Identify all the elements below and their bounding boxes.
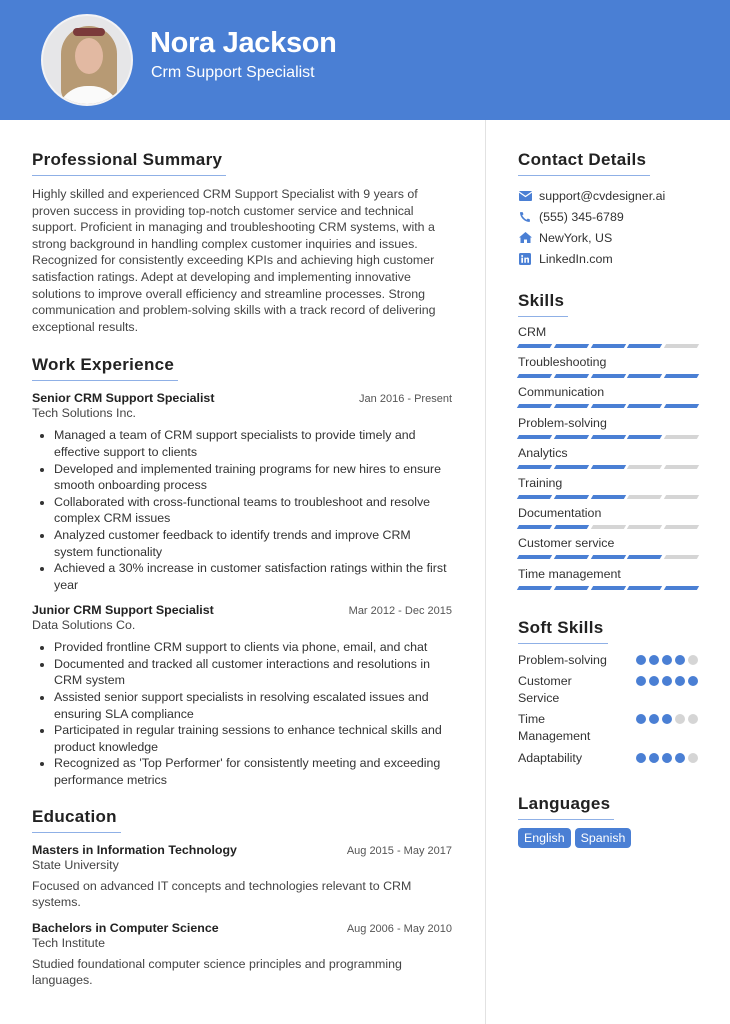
main-column [32, 150, 452, 1005]
job-title: Junior CRM Support Specialist [32, 603, 214, 618]
skill-level-bar [518, 435, 698, 439]
skills-section [518, 291, 698, 596]
summary-text: Highly skilled and experienced CRM Support Specialist with 9 years of proven success in providing top-notch customer service and technical support. Proficient in managing and troubleshooting CRM systems, with a strong background in handling complex customer inquiries and issues. Recognized for consistently exceeding KPIs and achieving high customer satisfaction ratings. Adept at developing and implementing innovative solutions to improve overall efficiency and streamline processes. Strong communication and problem-solving skills with a track record of delivering exceptional results. [32, 187, 436, 334]
soft-skill-name: Adaptability [518, 750, 583, 765]
level-segment [627, 344, 662, 348]
section-heading: Soft Skills [518, 618, 608, 644]
rating-dot [675, 753, 685, 763]
level-segment [554, 435, 589, 439]
level-segment [554, 404, 589, 408]
education-description: Focused on advanced IT concepts and technologies relevant to CRM systems. [32, 878, 412, 910]
level-segment [554, 495, 589, 499]
section-heading: Contact Details [518, 150, 650, 176]
bullet-item: • Developed and implemented training programs for new hires to ensure smooth onboarding process [54, 461, 452, 494]
contact-section [518, 150, 698, 269]
education-section [32, 807, 452, 989]
level-segment [517, 374, 552, 378]
rating-dot [688, 753, 698, 763]
level-segment [590, 404, 625, 408]
section-heading: Work Experience [32, 355, 178, 381]
skill-level-bar [518, 495, 698, 499]
level-segment [517, 495, 552, 499]
contact-text: NewYork, US [539, 230, 613, 245]
skill-name: Customer service [518, 536, 615, 551]
bullet-item: • Managed a team of CRM support specialists to provide timely and effective support to clients [54, 427, 452, 460]
soft-skill-rating [636, 753, 698, 767]
section-heading: Skills [518, 291, 568, 317]
education-entry [32, 921, 452, 989]
languages-section [518, 794, 698, 848]
level-segment [517, 344, 552, 348]
skill-level-bar [518, 374, 698, 378]
skill-item [518, 535, 698, 565]
contact-text: (555) 345-6789 [539, 209, 624, 224]
job-bullets [32, 427, 452, 593]
language-badge: Spanish [575, 828, 632, 848]
skill-item [518, 324, 698, 354]
job-date: Mar 2012 - Dec 2015 [348, 605, 452, 618]
candidate-title: Crm Support Specialist [151, 64, 315, 81]
skill-level-bar [518, 404, 698, 408]
rating-dot [675, 676, 685, 686]
rating-dot [662, 753, 672, 763]
job-date: Jan 2016 - Present [359, 393, 452, 406]
job-entry [32, 603, 452, 788]
rating-dot [688, 655, 698, 665]
skill-name: Documentation [518, 506, 602, 521]
level-segment [664, 525, 699, 529]
rating-dot [649, 753, 659, 763]
skill-level-bar [518, 555, 698, 559]
level-segment [664, 374, 699, 378]
skill-name: Analytics [518, 445, 568, 460]
level-segment [590, 435, 625, 439]
contact-text: support@cvdesigner.ai [539, 188, 666, 203]
soft-skills-section [518, 618, 698, 767]
level-segment [590, 586, 625, 590]
candidate-name: Nora Jackson [150, 27, 337, 59]
level-segment [590, 525, 625, 529]
bullet-item: • Achieved a 30% increase in customer satisfaction ratings within the first year [54, 560, 452, 593]
soft-skill-rating [636, 655, 698, 669]
level-segment [517, 525, 552, 529]
soft-skill-item [518, 750, 698, 767]
skill-level-bar [518, 525, 698, 529]
level-segment [517, 586, 552, 590]
bullet-item: • Recognized as 'Top Performer' for consistently meeting and exceeding performance metrics [54, 755, 452, 788]
rating-dot [649, 655, 659, 665]
skill-name: CRM [518, 325, 547, 339]
rating-dot [688, 714, 698, 724]
language-badge: English [518, 828, 571, 848]
level-segment [664, 465, 699, 469]
skill-item [518, 445, 698, 475]
skill-item [518, 566, 698, 596]
experience-section [32, 355, 452, 788]
job-title: Senior CRM Support Specialist [32, 391, 215, 406]
level-segment [517, 435, 552, 439]
education-header [32, 921, 452, 935]
level-segment [590, 374, 625, 378]
skill-item [518, 384, 698, 414]
education-entry [32, 843, 452, 911]
bullet-item: • Provided frontline CRM support to clients via phone, email, and chat [54, 639, 452, 656]
skill-level-bar [518, 465, 698, 469]
resume-header [0, 0, 730, 120]
level-segment [554, 465, 589, 469]
soft-skill-item [518, 652, 698, 669]
rating-dot [662, 655, 672, 665]
soft-skill-item [518, 711, 698, 744]
soft-skill-name: Problem-solving [518, 652, 607, 667]
skill-name: Time management [518, 566, 621, 581]
contact-text: LinkedIn.com [539, 251, 613, 266]
rating-dot [649, 714, 659, 724]
avatar [41, 14, 133, 106]
level-segment [590, 344, 625, 348]
sidebar-column [518, 150, 698, 864]
bullet-item: • Assisted senior support specialists in resolving escalated issues and ensuring SLA compliance [54, 689, 452, 722]
rating-dot [636, 676, 646, 686]
skill-name: Training [518, 475, 563, 490]
contact-item[interactable] [518, 248, 698, 269]
level-segment [664, 586, 699, 590]
contact-item[interactable] [518, 227, 698, 248]
level-segment [590, 465, 625, 469]
skill-item [518, 354, 698, 384]
skill-name: Communication [518, 385, 605, 400]
level-segment [554, 344, 589, 348]
job-header [32, 603, 452, 617]
level-segment [627, 465, 662, 469]
soft-skill-rating [636, 714, 698, 744]
bullet-item: • Participated in regular training sessions to enhance technical skills and product knowledge [54, 722, 452, 755]
job-header [32, 391, 452, 405]
level-segment [517, 404, 552, 408]
level-segment [554, 374, 589, 378]
level-segment [664, 555, 699, 559]
degree-name: Bachelors in Computer Science [32, 920, 219, 935]
section-heading: Languages [518, 794, 614, 820]
skill-item [518, 415, 698, 445]
linkedin-icon [518, 252, 532, 266]
degree-name: Masters in Information Technology [32, 842, 237, 857]
company-name: Tech Solutions Inc. [32, 406, 137, 421]
section-heading: Professional Summary [32, 150, 226, 176]
education-date: Aug 2015 - May 2017 [346, 844, 452, 857]
skill-level-bar [518, 344, 698, 348]
skill-level-bar [518, 586, 698, 590]
contact-item[interactable] [518, 206, 698, 227]
level-segment [517, 555, 552, 559]
envelope-icon [518, 189, 532, 203]
soft-skill-name: Customer Service [518, 674, 572, 705]
column-divider [485, 120, 486, 1024]
level-segment [627, 435, 662, 439]
rating-dot [636, 714, 646, 724]
rating-dot [636, 753, 646, 763]
skill-name: Problem-solving [518, 415, 607, 430]
rating-dot [649, 676, 659, 686]
level-segment [517, 465, 552, 469]
summary-section [32, 150, 452, 335]
rating-dot [662, 676, 672, 686]
level-segment [627, 586, 662, 590]
school-name: Tech Institute [32, 935, 106, 950]
rating-dot [675, 655, 685, 665]
level-segment [627, 495, 662, 499]
job-entry [32, 391, 452, 593]
level-segment [627, 374, 662, 378]
education-header [32, 843, 452, 857]
soft-skill-name: Time Management [518, 712, 591, 744]
rating-dot [688, 676, 698, 686]
level-segment [664, 495, 699, 499]
bullet-item: • Documented and tracked all customer interactions and resolutions in CRM system [54, 656, 452, 689]
education-date: Aug 2006 - May 2010 [346, 922, 452, 935]
level-segment [664, 344, 699, 348]
level-segment [627, 555, 662, 559]
level-segment [627, 404, 662, 408]
level-segment [627, 525, 662, 529]
education-description: Studied foundational computer science principles and programming languages. [32, 956, 402, 988]
bullet-item: • Collaborated with cross-functional teams to troubleshoot and resolve complex CRM issues [54, 494, 452, 527]
skill-item [518, 475, 698, 505]
level-segment [664, 404, 699, 408]
level-segment [590, 555, 625, 559]
rating-dot [675, 714, 685, 724]
company-name: Data Solutions Co. [32, 618, 136, 633]
level-segment [590, 495, 625, 499]
rating-dot [636, 655, 646, 665]
school-name: State University [32, 857, 119, 872]
home-icon [518, 231, 532, 245]
section-heading: Education [32, 807, 121, 833]
level-segment [554, 555, 589, 559]
job-bullets [32, 639, 452, 788]
level-segment [664, 435, 699, 439]
skill-name: Troubleshooting [518, 355, 607, 370]
soft-skill-rating [636, 676, 698, 706]
skill-item [518, 505, 698, 535]
phone-icon [518, 210, 532, 224]
level-segment [554, 586, 589, 590]
level-segment [554, 525, 589, 529]
rating-dot [662, 714, 672, 724]
bullet-item: • Analyzed customer feedback to identify trends and improve CRM system functionality [54, 527, 452, 560]
soft-skill-item [518, 673, 698, 706]
contact-item[interactable] [518, 185, 698, 206]
